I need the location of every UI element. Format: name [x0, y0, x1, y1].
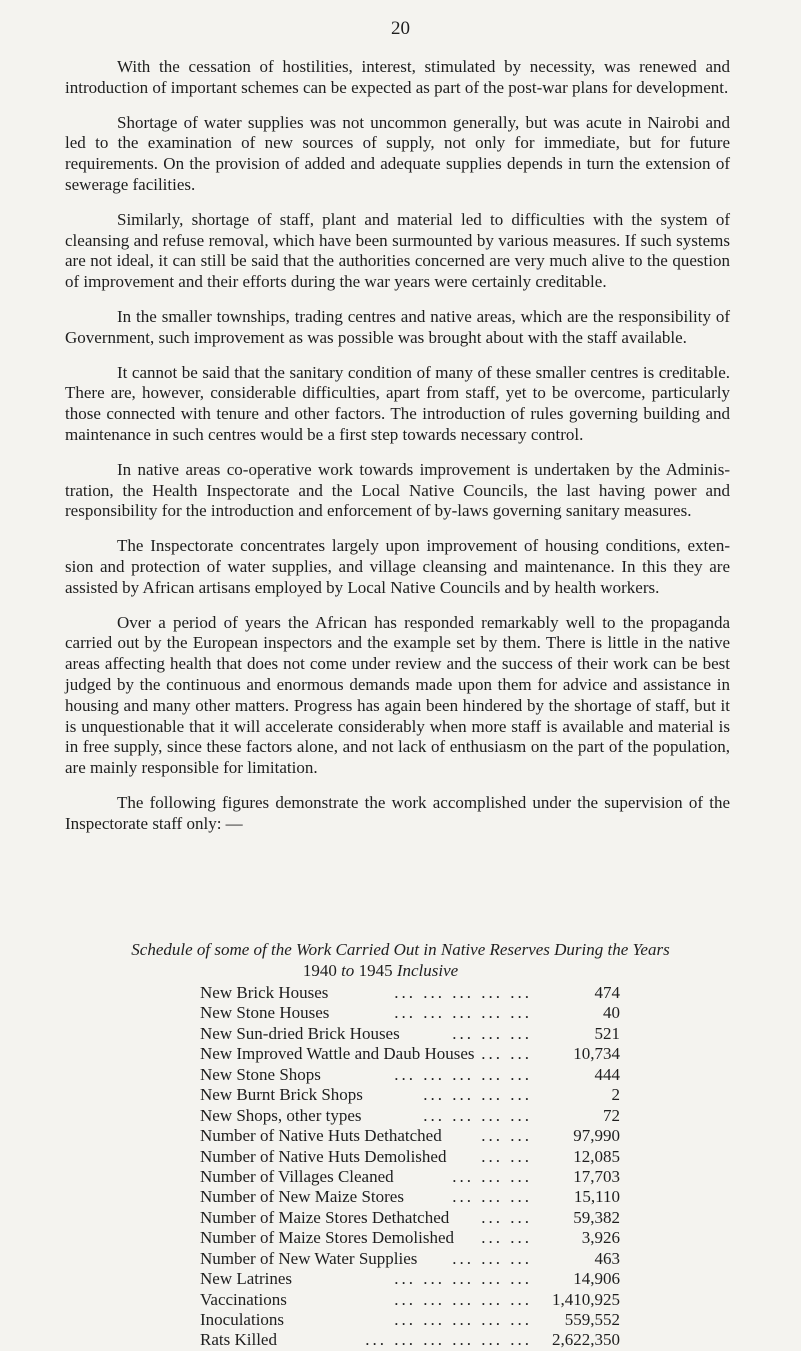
- row-label: New Brick Houses: [200, 983, 329, 1002]
- row-label: New Improved Wattle and Daub Houses: [200, 1044, 475, 1064]
- row-leader-dots: ... ...: [481, 1126, 532, 1146]
- row-value: 444: [594, 1064, 620, 1084]
- row-value: 12,085: [573, 1146, 620, 1166]
- row-value: 17,703: [573, 1166, 620, 1186]
- table-row: [200, 1249, 620, 1269]
- row-label: Number of Villages Cleaned: [200, 1166, 394, 1186]
- table-row: [200, 1269, 620, 1289]
- table-row: [200, 1147, 620, 1167]
- table-row: [200, 1167, 620, 1187]
- row-leader-dots: ... ... ...: [452, 1187, 532, 1207]
- paragraph: In the smaller townships, trading centres and native areas, which are the responsibility of Government, such improvement as was possible was brought about with the staff available.: [65, 306, 730, 347]
- row-label: New Burnt Brick Shops: [200, 1085, 363, 1105]
- table-row: [200, 1003, 620, 1023]
- paragraph: It cannot be said that the sanitary condition of many of these smaller centres is creditable. There are, however, considerable difficulties, apart from staff, yet to be overcome, particularly those connected with tenure and other factors. The introduction of rules governing building and maintenance in such centres would be a first step towards necessary control.: [65, 362, 730, 444]
- row-value: 2,622,350: [552, 1330, 620, 1350]
- row-leader-dots: ... ... ...: [452, 1023, 532, 1043]
- row-leader-dots: ... ...: [481, 1044, 532, 1064]
- table-row: [200, 1044, 620, 1064]
- table-row: [200, 983, 620, 1003]
- schedule-year-start: 1940: [302, 960, 337, 980]
- table-row: [200, 1085, 620, 1105]
- row-value: 463: [594, 1248, 620, 1268]
- row-value: 15,110: [573, 1187, 620, 1207]
- paragraph: Over a period of years the African has responded remarkably well to the propaganda carried out by the European inspectors and the example set by them. There is little in the native areas affecting health that does not come under review and the success of their work can be best judged by the continuous and enormous demands made upon them for advice and assistance in housing and many other matters. Progress has again been hindered by the shortage of staff, but it is unquestionable that it will accelerate considerably when more staff is available and material is in free supply, since these factors alone, and not lack of enthusiasm on the part of the population, are mainly responsible for limitation.: [65, 612, 730, 778]
- row-value: 10,734: [573, 1044, 620, 1064]
- table-row: [200, 1065, 620, 1085]
- row-label: Number of New Maize Stores: [200, 1187, 404, 1207]
- row-value: 59,382: [573, 1207, 620, 1227]
- schedule-title-line1: Schedule of some of the Work Carried Out in Native Reserves During the Years: [131, 940, 670, 959]
- row-value: 40: [603, 1003, 620, 1023]
- paragraph: The following figures demonstrate the work accomplished under the supervision of the Inspectorate staff only: —: [65, 792, 730, 833]
- row-leader-dots: ... ... ... ...: [423, 1105, 532, 1125]
- table-row: [200, 1187, 620, 1207]
- row-label: New Sun-dried Brick Houses: [200, 1023, 400, 1043]
- row-label: Rats Killed: [200, 1330, 277, 1350]
- paragraph: The Inspectorate concentrates largely upon improvement of housing conditions, exten- sion and protection of water supplies, and village cleansing and maintenance. In this they are assisted by African artisans employed by Local Native Councils and by health workers.: [65, 536, 730, 597]
- row-value: 559,552: [564, 1310, 620, 1329]
- row-leader-dots: ... ...: [481, 1228, 532, 1248]
- row-value: 72: [603, 1105, 620, 1125]
- paragraph: Similarly, shortage of staff, plant and material led to difficulties with the system of cleansing and refuse removal, which have been surmounted by various measures. If such systems are not ideal, it can still be said that the authorities concerned are very much alive to the question of improvement and their efforts during the war years were certainly creditable.: [65, 209, 730, 292]
- table-row: [200, 1330, 620, 1350]
- row-label: New Stone Shops: [200, 1064, 321, 1084]
- schedule-table: [200, 983, 620, 1351]
- row-label: New Latrines: [200, 1269, 293, 1289]
- row-label: Number of Maize Stores Dethatched: [200, 1207, 450, 1227]
- row-value: 97,990: [573, 1126, 620, 1146]
- row-leader-dots: ... ... ...: [452, 1166, 532, 1186]
- row-value: 3,926: [581, 1228, 620, 1248]
- schedule-title-to: to: [341, 960, 355, 980]
- row-value: 14,906: [573, 1269, 620, 1289]
- row-label: Inoculations: [200, 1310, 285, 1329]
- row-leader-dots: ... ... ... ... ...: [394, 1003, 532, 1023]
- row-leader-dots: ... ... ... ... ...: [394, 1289, 532, 1309]
- row-label: Number of Native Huts Demolished: [200, 1146, 447, 1166]
- row-label: Number of Maize Stores Demolished: [200, 1228, 454, 1248]
- row-value: 474: [594, 983, 620, 1002]
- schedule-title-inclusive: Inclusive: [396, 960, 459, 980]
- row-label: New Shops, other types: [200, 1105, 362, 1125]
- paragraph: Shortage of water supplies was not uncommon generally, but was acute in Nairobi and led to the examination of new sources of supply, not only for immediate, but for future requirements. On the provision of added and adequate supplies depends in turn the extension of sewerage facilities.: [65, 112, 730, 194]
- row-value: 521: [594, 1023, 620, 1043]
- page-number: 20: [391, 18, 410, 39]
- table-row: [200, 1126, 620, 1146]
- row-leader-dots: ... ... ...: [452, 1248, 532, 1268]
- paragraph: In native areas co-operative work towards improvement is undertaken by the Adminis- tration, the Health Inspectorate and the Local Native Councils, the last having power and responsibility for the introduction and enforcement of by-laws governing sanitary measures.: [65, 459, 730, 521]
- row-leader-dots: ... ... ... ... ...: [394, 1269, 532, 1289]
- row-leader-dots: ... ...: [481, 1146, 532, 1166]
- paragraph: With the cessation of hostilities, interest, stimulated by necessity, was renewed and introduction of important schemes can be expected as part of the post-war plans for development.: [65, 57, 730, 97]
- row-label: Vaccinations: [200, 1289, 287, 1309]
- table-row: [200, 1310, 620, 1330]
- schedule-year-end: 1945: [358, 960, 393, 980]
- table-row: [200, 1106, 620, 1126]
- table-row: [200, 1208, 620, 1228]
- row-leader-dots: ... ... ... ... ...: [394, 1310, 532, 1329]
- body-text: [65, 57, 730, 849]
- row-label: Number of New Water Supplies: [200, 1248, 418, 1268]
- row-label: Number of Native Huts Dethatched: [200, 1126, 442, 1146]
- schedule-title: [0, 940, 801, 981]
- table-row: [200, 1024, 620, 1044]
- schedule-title-line2: [0, 961, 801, 982]
- table-row: [200, 1228, 620, 1248]
- row-value: 2: [611, 1085, 620, 1105]
- row-label: New Stone Houses: [200, 1003, 330, 1023]
- row-value: 1,410,925: [552, 1289, 620, 1309]
- row-leader-dots: ... ... ... ...: [423, 1085, 532, 1105]
- row-leader-dots: ... ... ... ... ... ...: [365, 1330, 532, 1350]
- row-leader-dots: ... ... ... ... ...: [394, 1064, 532, 1084]
- row-leader-dots: ... ...: [481, 1207, 532, 1227]
- row-leader-dots: ... ... ... ... ...: [394, 983, 532, 1002]
